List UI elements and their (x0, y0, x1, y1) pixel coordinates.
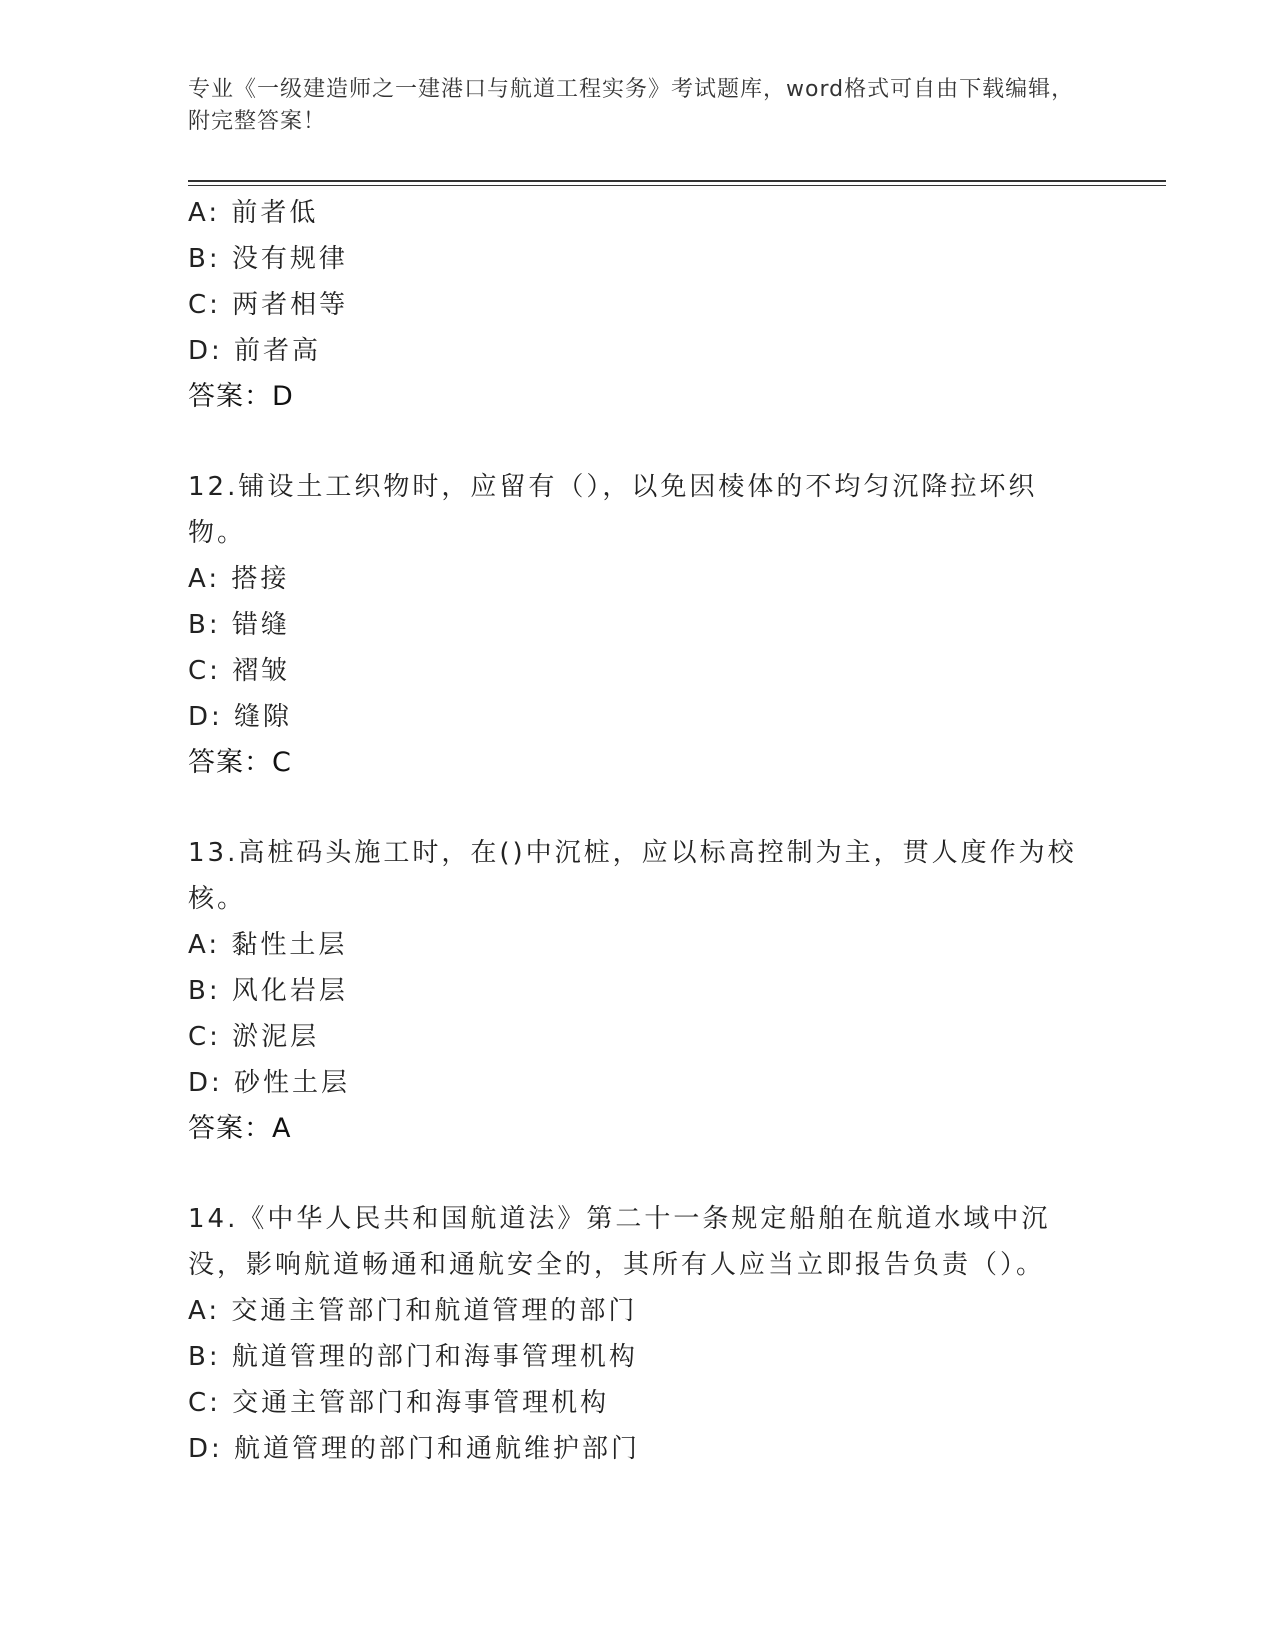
question-text: 13.高桩码头施工时，在()中沉桩，应以标高控制为主，贯人度作为校核。 (188, 838, 1077, 914)
question-text: 14.《中华人民共和国航道法》第二十一条规定船舶在航道水域中沉没，影响航道畅通和通航安全的，其所有人应当立即报告负责（）。 (188, 1204, 1051, 1280)
page-header: 专业《一级建造师之一建港口与航道工程实务》考试题库，word格式可自由下载编辑，附完整答案！ (188, 77, 1075, 134)
question-11 (188, 190, 1088, 420)
answer: 答案：D (188, 381, 294, 412)
option-d: D: 砂性土层 (188, 1068, 351, 1098)
option-b: B: 错缝 (188, 610, 290, 640)
question-text: 12.铺设土工织物时，应留有（），以免因棱体的不均匀沉降拉坏织物。 (188, 472, 1038, 548)
option-b: B: 没有规律 (188, 244, 348, 274)
question-14 (188, 1196, 1088, 1472)
option-d: D: 航道管理的部门和通航维护部门 (188, 1434, 641, 1464)
option-d: D: 前者高 (188, 336, 322, 366)
answer: 答案：A (188, 1113, 292, 1144)
header-rule-thick (188, 180, 1166, 182)
question-list (188, 190, 1088, 1472)
option-b: B: 风化岩层 (188, 976, 348, 1006)
question-13 (188, 830, 1088, 1152)
option-c: C: 两者相等 (188, 290, 349, 320)
option-c: C: 淤泥层 (188, 1022, 320, 1052)
question-12 (188, 464, 1088, 786)
option-d: D: 缝隙 (188, 702, 293, 732)
option-a: A: 黏性土层 (188, 930, 348, 960)
option-b: B: 航道管理的部门和海事管理机构 (188, 1342, 638, 1372)
option-a: A: 交通主管部门和航道管理的部门 (188, 1296, 638, 1326)
option-a: A: 前者低 (188, 198, 319, 228)
option-c: C: 褶皱 (188, 656, 291, 686)
answer: 答案：C (188, 747, 292, 778)
header-rule-thin (188, 185, 1166, 186)
option-a: A: 搭接 (188, 564, 290, 594)
option-c: C: 交通主管部门和海事管理机构 (188, 1388, 610, 1418)
